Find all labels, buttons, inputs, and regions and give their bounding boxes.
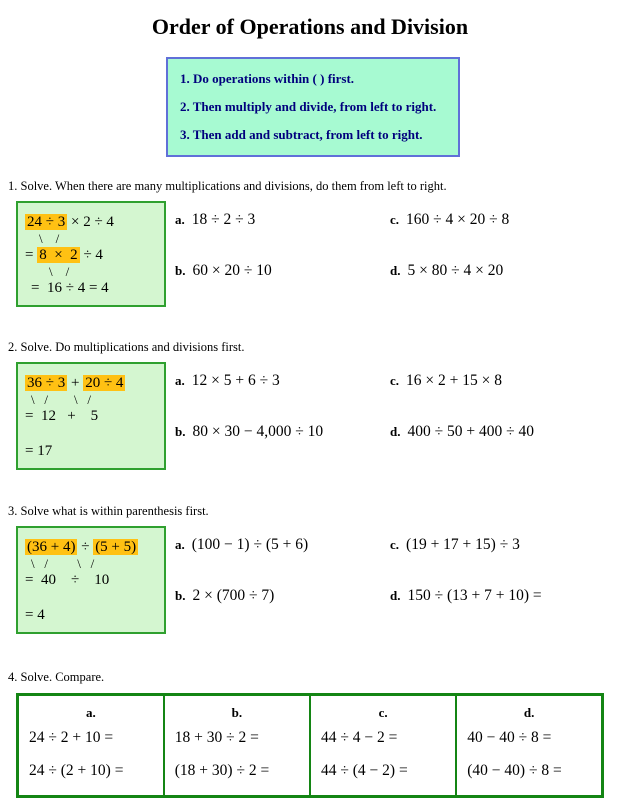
problem-label: b.: [175, 424, 186, 439]
operator-text: +: [67, 375, 84, 391]
example-line-2: = 40 ÷ 10: [25, 572, 110, 588]
problem-label: d.: [390, 263, 401, 278]
example-line-3: = 16 ÷ 4 = 4: [31, 280, 109, 296]
highlighted-step: 24 ÷ 3: [27, 214, 66, 230]
problem-expression: 80 × 30 − 4,000 ÷ 10: [192, 423, 324, 440]
convergence-marks: \ /: [39, 231, 60, 246]
example-line-2: [25, 245, 157, 266]
example-line-3: = 17: [25, 443, 53, 459]
table-cell: 44 ÷ (4 − 2) =: [310, 752, 456, 797]
problem-label: b.: [175, 263, 186, 278]
section1-example-box: [16, 201, 166, 307]
problem-expression: 2 × (700 ÷ 7): [192, 587, 275, 604]
section4-heading: 4. Solve. Compare.: [8, 670, 105, 684]
problem-1b: [175, 260, 390, 281]
problem-2c: [390, 370, 534, 391]
problem-expression: 16 × 2 + 15 × 8: [406, 372, 503, 389]
section2-example-box: [16, 362, 166, 470]
problems-left-column: [175, 209, 390, 311]
problem-expression: (100 − 1) ÷ (5 + 6): [191, 536, 309, 553]
column-header-d: d.: [456, 695, 602, 724]
compare-table: [16, 693, 604, 798]
example-line-1: [25, 212, 157, 233]
problems-right-column: [390, 209, 509, 311]
convergence-marks: \ /: [49, 264, 70, 279]
problem-3c: [390, 534, 542, 555]
operator-text: ÷: [77, 539, 94, 555]
problems-left-column: [175, 370, 390, 472]
problem-label: b.: [175, 588, 186, 603]
section3-heading: 3. Solve what is within parenthesis first.: [8, 504, 209, 518]
problem-1c: [390, 209, 509, 230]
column-header-b: b.: [164, 695, 310, 724]
problem-1a: [175, 209, 390, 230]
convergence-marks: \ / \ /: [31, 556, 95, 571]
problem-label: c.: [390, 373, 400, 388]
problem-3d: [390, 585, 542, 606]
table-header-row: [18, 695, 603, 724]
rules-box: [166, 57, 460, 157]
problem-expression: 160 ÷ 4 × 20 ÷ 8: [406, 211, 510, 228]
problem-2d: [390, 421, 534, 442]
example-line-3: = 4: [25, 607, 45, 623]
rule-3: 3. Then add and subtract, from left to right.: [180, 127, 423, 142]
section2-heading: 2. Solve. Do multiplications and divisions first.: [8, 340, 245, 354]
problem-1d: [390, 260, 509, 281]
column-header-a: a.: [86, 705, 96, 720]
page-title: Order of Operations and Division: [151, 14, 469, 39]
example-line-1: [25, 537, 157, 558]
table-row: [18, 752, 603, 797]
example-line-1: [25, 373, 157, 394]
rule-1: 1. Do operations within ( ) first.: [180, 71, 355, 86]
problem-label: c.: [390, 212, 400, 227]
table-cell: 40 − 40 ÷ 8 =: [456, 723, 602, 752]
table-cell: 44 ÷ 4 − 2 =: [310, 723, 456, 752]
problems-right-column: [390, 534, 542, 636]
section3-example-box: [16, 526, 166, 634]
table-row: [18, 723, 603, 752]
problem-expression: 18 ÷ 2 ÷ 3: [191, 211, 256, 228]
section1-content: [16, 201, 620, 311]
example-line-2: = 12 + 5: [25, 408, 99, 424]
expression-text: ÷ 4: [79, 247, 103, 263]
problem-label: a.: [175, 373, 185, 388]
problems-left-column: [175, 534, 390, 636]
section3-content: [16, 526, 620, 636]
equals-text: =: [25, 247, 38, 263]
problem-2b: [175, 421, 390, 442]
section1-problems: [175, 201, 509, 311]
table-cell: 24 ÷ (2 + 10) =: [29, 762, 124, 779]
problem-label: d.: [390, 424, 401, 439]
highlighted-step: 36 ÷ 3: [27, 375, 66, 391]
section1-heading: 1. Solve. When there are many multiplications and divisions, do them from left to right.: [8, 179, 447, 193]
problem-expression: 5 × 80 ÷ 4 × 20: [407, 262, 504, 279]
table-cell: (18 + 30) ÷ 2 =: [164, 752, 310, 797]
problem-2a: [175, 370, 390, 391]
problem-expression: (19 + 17 + 15) ÷ 3: [406, 536, 520, 553]
problem-3a: [175, 534, 390, 555]
table-cell: (40 − 40) ÷ 8 =: [456, 752, 602, 797]
problem-expression: 150 ÷ (13 + 7 + 10) =: [407, 587, 542, 604]
problem-3b: [175, 585, 390, 606]
problem-expression: 12 × 5 + 6 ÷ 3: [191, 372, 280, 389]
highlighted-step: 8 × 2: [39, 247, 78, 263]
highlighted-step: (5 + 5): [95, 539, 137, 555]
rule-2: 2. Then multiply and divide, from left to right.: [180, 99, 437, 114]
highlighted-step: (36 + 4): [27, 539, 76, 555]
section3-problems: [175, 526, 542, 636]
problem-label: c.: [390, 537, 400, 552]
column-header-c: c.: [310, 695, 456, 724]
convergence-marks: \ / \ /: [31, 392, 91, 407]
highlighted-step: 20 ÷ 4: [85, 375, 124, 391]
section2-problems: [175, 362, 534, 472]
problem-expression: 400 ÷ 50 + 400 ÷ 40: [407, 423, 534, 440]
problems-right-column: [390, 370, 534, 472]
problem-label: d.: [390, 588, 401, 603]
section2-content: [16, 362, 620, 472]
table-cell: 24 ÷ 2 + 10 =: [29, 729, 114, 746]
problem-label: a.: [175, 537, 185, 552]
problem-expression: 60 × 20 ÷ 10: [192, 262, 272, 279]
table-cell: 18 + 30 ÷ 2 =: [164, 723, 310, 752]
expression-text: × 2 ÷ 4: [67, 214, 114, 230]
problem-label: a.: [175, 212, 185, 227]
